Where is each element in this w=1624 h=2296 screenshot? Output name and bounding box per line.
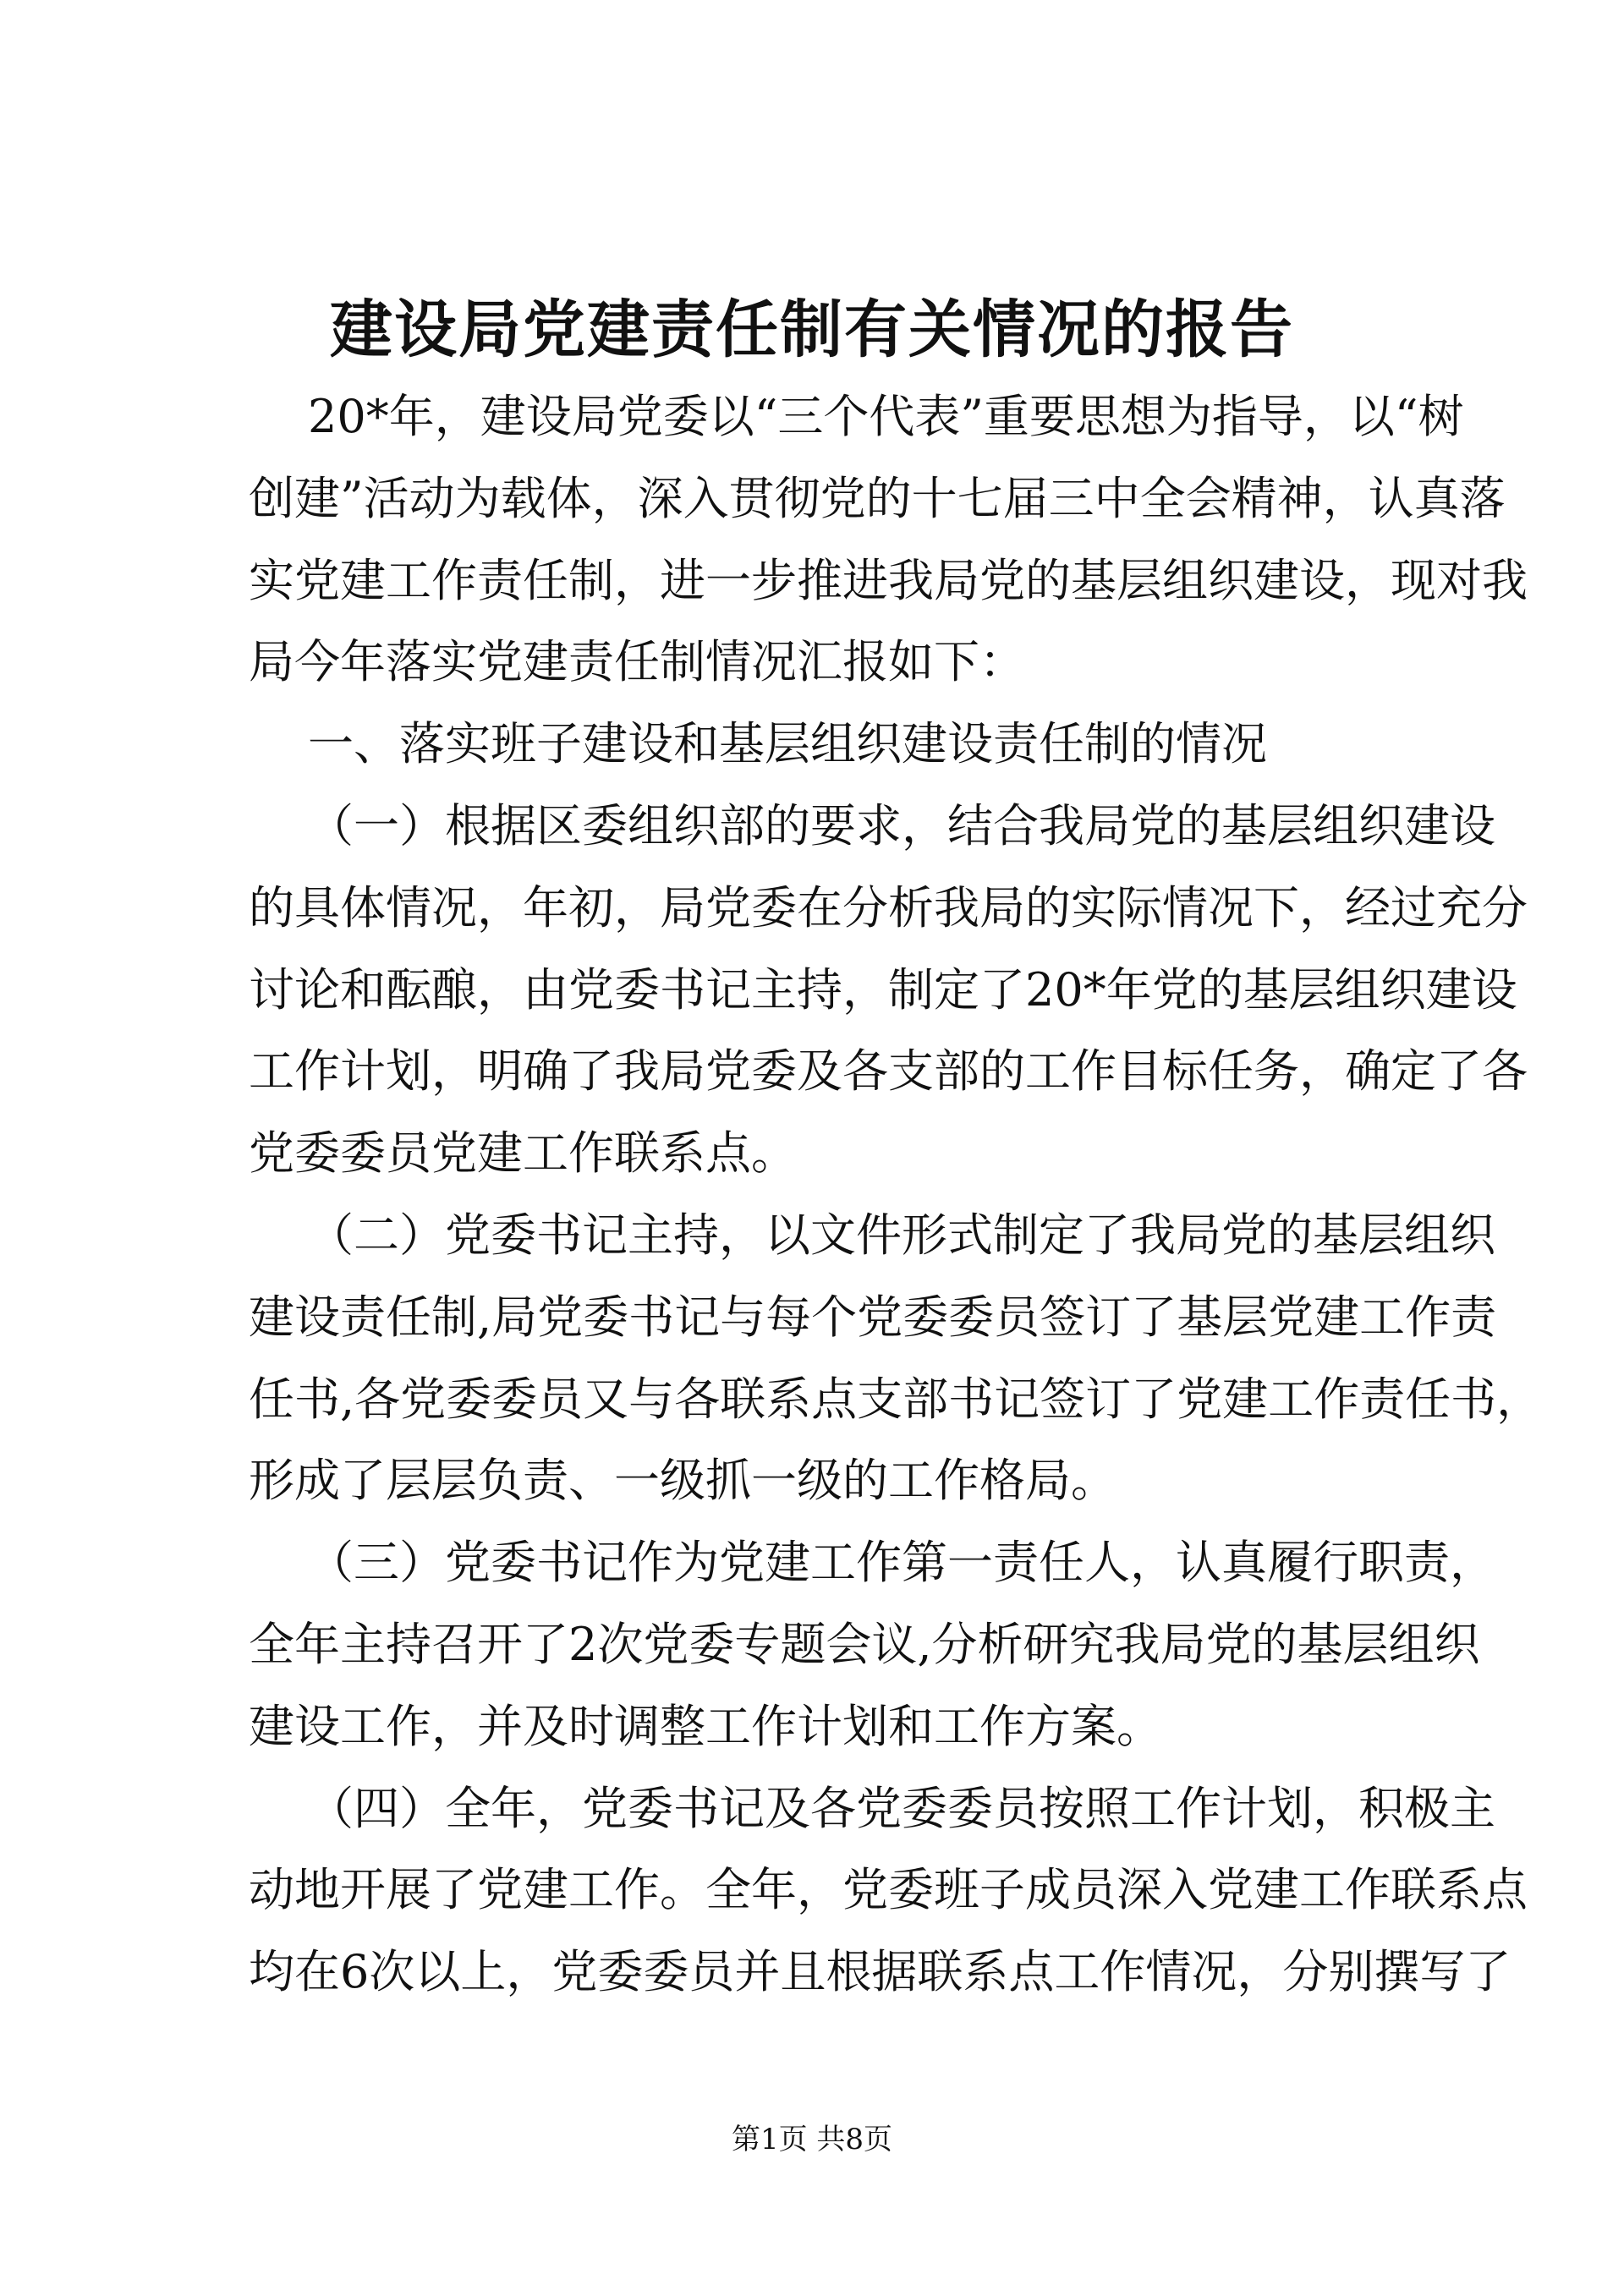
paragraph-line: （三）党委书记作为党建工作第一责任人，认真履行职责， (308, 1536, 1495, 1590)
paragraph-line: 的具体情况，年初，局党委在分析我局的实际情况下，经过充分 (249, 880, 1528, 934)
paragraph-line: （四）全年，党委书记及各党委委员按照工作计划，积极主 (308, 1781, 1495, 1835)
page-number: 第1页 共8页 (731, 2123, 893, 2156)
paragraph-line: （二）党委书记主持，以文件形式制定了我局党的基层组织 (308, 1208, 1495, 1262)
paragraph-line: 动地开展了党建工作。全年，党委班子成员深入党建工作联系点 (249, 1863, 1528, 1917)
paragraph-line: 建设责任制,局党委书记与每个党委委员签订了基层党建工作责 (249, 1290, 1497, 1344)
paragraph-line: 讨论和酝酿，由党委书记主持，制定了20*年党的基层组织建设 (249, 962, 1517, 1016)
paragraph-line: 创建”活动为载体，深入贯彻党的十七届三中全会精神，认真落 (249, 471, 1506, 525)
paragraph-line: 任书,各党委委员又与各联系点支部书记签订了党建工作责任书， (249, 1372, 1543, 1426)
paragraph-line: 工作计划，明确了我局党委及各支部的工作目标任务，确定了各 (249, 1044, 1528, 1099)
section-heading: 一、落实班子建设和基层组织建设责任制的情况 (308, 717, 1267, 771)
paragraph-line: 党委委员党建工作联系点。 (249, 1126, 797, 1181)
paragraph-line: 形成了层层负责、一级抓一级的工作格局。 (249, 1454, 1116, 1508)
paragraph-line: 局今年落实党建责任制情况汇报如下： (249, 635, 1025, 689)
paragraph-line: 20*年，建设局党委以“三个代表”重要思想为指导，以“树 (308, 390, 1464, 443)
document-title: 建设局党建责任制有关情况的报告 (330, 293, 1294, 366)
paragraph-line: 全年主持召开了2次党委专题会议,分析研究我局党的基层组织 (249, 1617, 1480, 1671)
document-body (249, 376, 1543, 2014)
paragraph-line: 均在6次以上，党委委员并且根据联系点工作情况，分别撰写了 (249, 1945, 1512, 1999)
paragraph-line: （一）根据区委组织部的要求，结合我局党的基层组织建设 (308, 798, 1495, 852)
paragraph-line: 建设工作，并及时调整工作计划和工作方案。 (249, 1699, 1162, 1753)
paragraph-line: 实党建工作责任制，进一步推进我局党的基层组织建设，现对我 (249, 553, 1528, 607)
